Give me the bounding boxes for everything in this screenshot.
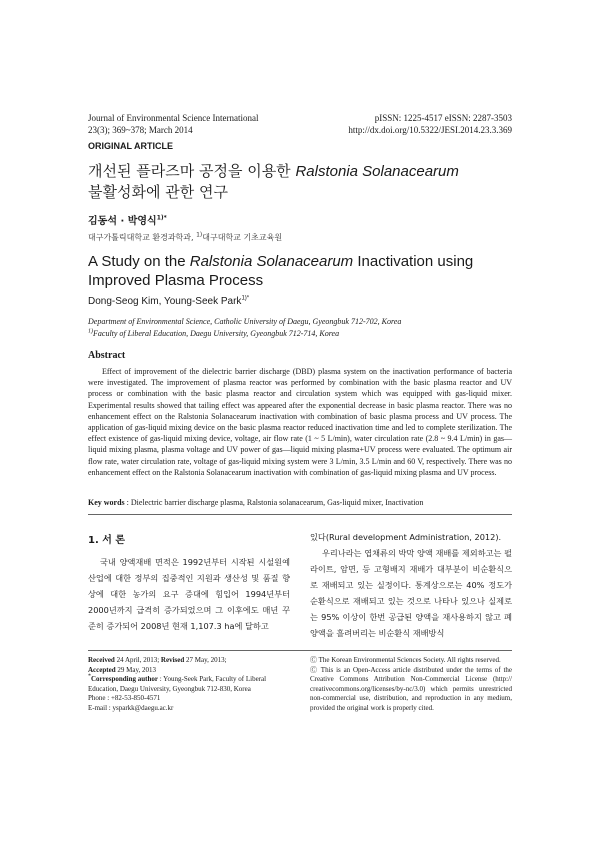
keywords-text: : Dielectric barrier discharge plasma, Ralstonia solanacearum, Gas-liquid mixer, Inactivation bbox=[124, 498, 424, 507]
english-title-part1: A Study on the bbox=[88, 253, 190, 270]
dates-line-2 bbox=[88, 666, 288, 676]
korean-title-part2: 불활성화에 관한 연구 bbox=[88, 183, 228, 201]
license-notice bbox=[310, 656, 512, 713]
copyright: Ⓒ The Korean Environmental Sciences Society. All rights reserved. bbox=[310, 656, 501, 664]
doi-link[interactable]: http://dx.doi.org/10.5322/JESI.2014.23.3.369 bbox=[348, 125, 512, 135]
intro-paragraph-1: 국내 양액재배 면적은 1992년부터 시작된 시설원예 산업에 대한 정부의 집중적인 지원과 생산성 및 품질 향상에 대한 농가의 요구 증대에 힘입어 1994년부터 2000년까지 급격히 증가되었으며 그 이후에도 매년 꾸준히 증가되어 2008년 현재 1,107.3 ha에 달하고 bbox=[88, 557, 290, 631]
journal-name: Journal of Environmental Science International bbox=[88, 113, 259, 123]
accepted-date: 29 May, 2013 bbox=[115, 665, 156, 674]
english-authors bbox=[88, 296, 249, 307]
corresponding-author: *Corresponding author : Young-Seek Park, Faculty of Liberal Education, Daegu University, Gyeongbuk 712-830, Korea bbox=[88, 673, 267, 693]
journal-info bbox=[88, 112, 258, 136]
journal-issue: 23(3); 369~378; March 2014 bbox=[88, 125, 193, 135]
footer-divider bbox=[88, 650, 512, 651]
korean-title-italic: Ralstonia Solanacearum bbox=[295, 163, 459, 180]
english-author-sup: 1)* bbox=[241, 295, 250, 302]
english-affiliation-1: Department of Environmental Science, Catholic University of Daegu, Gyeongbuk 712-702, Korea bbox=[88, 317, 402, 326]
issn: pISSN: 1225-4517 eISSN: 2287-3503 bbox=[374, 113, 512, 123]
phone: Phone : +82-53-850-4571 bbox=[88, 694, 161, 702]
korean-affiliation-sup: 1) bbox=[196, 231, 203, 239]
body-right-column bbox=[310, 529, 512, 641]
keywords bbox=[88, 498, 512, 507]
english-title-italic: Ralstonia Solanacearum bbox=[189, 253, 354, 270]
corresponding-details: : Young-Seek Park, Faculty of Liberal Education, Daegu University, Gyeongbuk 712-830, Korea bbox=[88, 675, 267, 693]
korean-title-part1: 개선된 플라즈마 공정을 이용한 bbox=[88, 162, 296, 180]
english-affiliation-2: Faculty of Liberal Education, Daegu University, Gyeongbuk 712-714, Korea bbox=[93, 329, 340, 338]
korean-affiliation-2: 대구대학교 기초교육원 bbox=[202, 233, 283, 242]
article-type: ORIGINAL ARTICLE bbox=[88, 141, 173, 151]
korean-affiliation-1: 대구가톨릭대학교 환경과학과, bbox=[88, 233, 197, 242]
abstract-body: Effect of improvement of the dielectric barrier discharge (DBD) plasma system on the inactivation performance of bacteria were investigated. The improvement of plasma reactor was performed by combination with the basic plasma reactor and UV process or combination with the basic plasma reactor and circulation system which was equipped with gas-liquid mixer. Experimental results showed that tailing effect was appeared after the exponential decrease in basic plasma reactor. There was no enhancement effect on the Ralstonia Solanacearum inactivation with combination of basic plasma process and UV process. The application of gas-liquid mixing device on the basic plasma reactor reduced inactivation time and led to complete sterilization. The effect existence of gas-liquid mixing device, voltage, air flow rate (1 ~ 5 L/min), water circulation rate (2.8 ~ 9.4 L/min) in gas—liquid mixing plasma, plasma voltage and UV power of gas—liquid mixing plasma+UV process were evaluated. The optimum air flow rate, water circulation rate, voltage of gas-liquid mixing system were 3 L/min, 3.5 L/min and 60 V, respectively. There was no enhancement effect on the Ralstonia Solanacearum inactivation with combination of gas-liquid mixing plasma and UV process. bbox=[88, 367, 512, 477]
korean-affiliation bbox=[88, 232, 282, 243]
license-text: Ⓒ This is an Open-Access article distributed under the terms of the Creative Commons Attribution Non-Commercial License (http:// creativecommons.org/licenses/by-nc/3.0) which permits unrestricted non-commercial use, distribution, and reproduction in any medium, provided the original work is properly cited. bbox=[310, 665, 512, 712]
article-history bbox=[88, 656, 288, 713]
revised-date: 27 May, 2013; bbox=[184, 656, 227, 664]
korean-authors bbox=[88, 212, 167, 227]
received-date: 24 April, 2013; bbox=[114, 656, 161, 664]
intro-continuation: 있다(Rural development Administration, 2012). bbox=[310, 532, 502, 542]
keywords-label: Key words bbox=[88, 498, 125, 507]
keywords-divider bbox=[88, 514, 512, 515]
english-title bbox=[88, 252, 528, 290]
email[interactable]: E-mail : ysparkk@daegu.ac.kr bbox=[88, 703, 174, 712]
dates-line-1 bbox=[88, 656, 288, 666]
english-affiliation-2-sup: 1) bbox=[88, 328, 93, 335]
revised-label: Revised bbox=[160, 656, 185, 664]
abstract-heading: Abstract bbox=[88, 350, 126, 361]
accepted-label: Accepted bbox=[88, 665, 116, 674]
korean-author-names: 김동석 · 박영식 bbox=[88, 216, 157, 227]
korean-title bbox=[88, 161, 518, 202]
korean-author-sup: 1)* bbox=[156, 214, 167, 222]
journal-identifiers bbox=[348, 112, 512, 136]
intro-paragraph-2: 우리나라는 엽채류의 박막 양액 재배를 제외하고는 펄라이트, 암면, 등 고형배지 재배가 대부분이 비순환식으로 재배되고 있는 실정이다. 통계상으로는 40% 정도가 순환식으로 재배되고 있는 것으로 나타나 있으나 실제로는 95% 이상이 한번 공급된 양액을 재사용하지 않고 폐양액을 흘려버리는 비순환식 재배방식 bbox=[310, 548, 512, 638]
english-title-part2: Inactivation using Improved Plasma Process bbox=[88, 253, 474, 289]
received-label: Received bbox=[88, 656, 115, 664]
corresponding-label: Corresponding author bbox=[91, 675, 158, 683]
section-heading-introduction: 1. 서 론 bbox=[88, 535, 126, 546]
english-author-names: Dong-Seog Kim, Young-Seek Park bbox=[88, 296, 242, 307]
english-affiliations bbox=[88, 316, 401, 340]
body-left-column bbox=[88, 554, 290, 634]
english-affiliation-2-line bbox=[88, 328, 401, 340]
